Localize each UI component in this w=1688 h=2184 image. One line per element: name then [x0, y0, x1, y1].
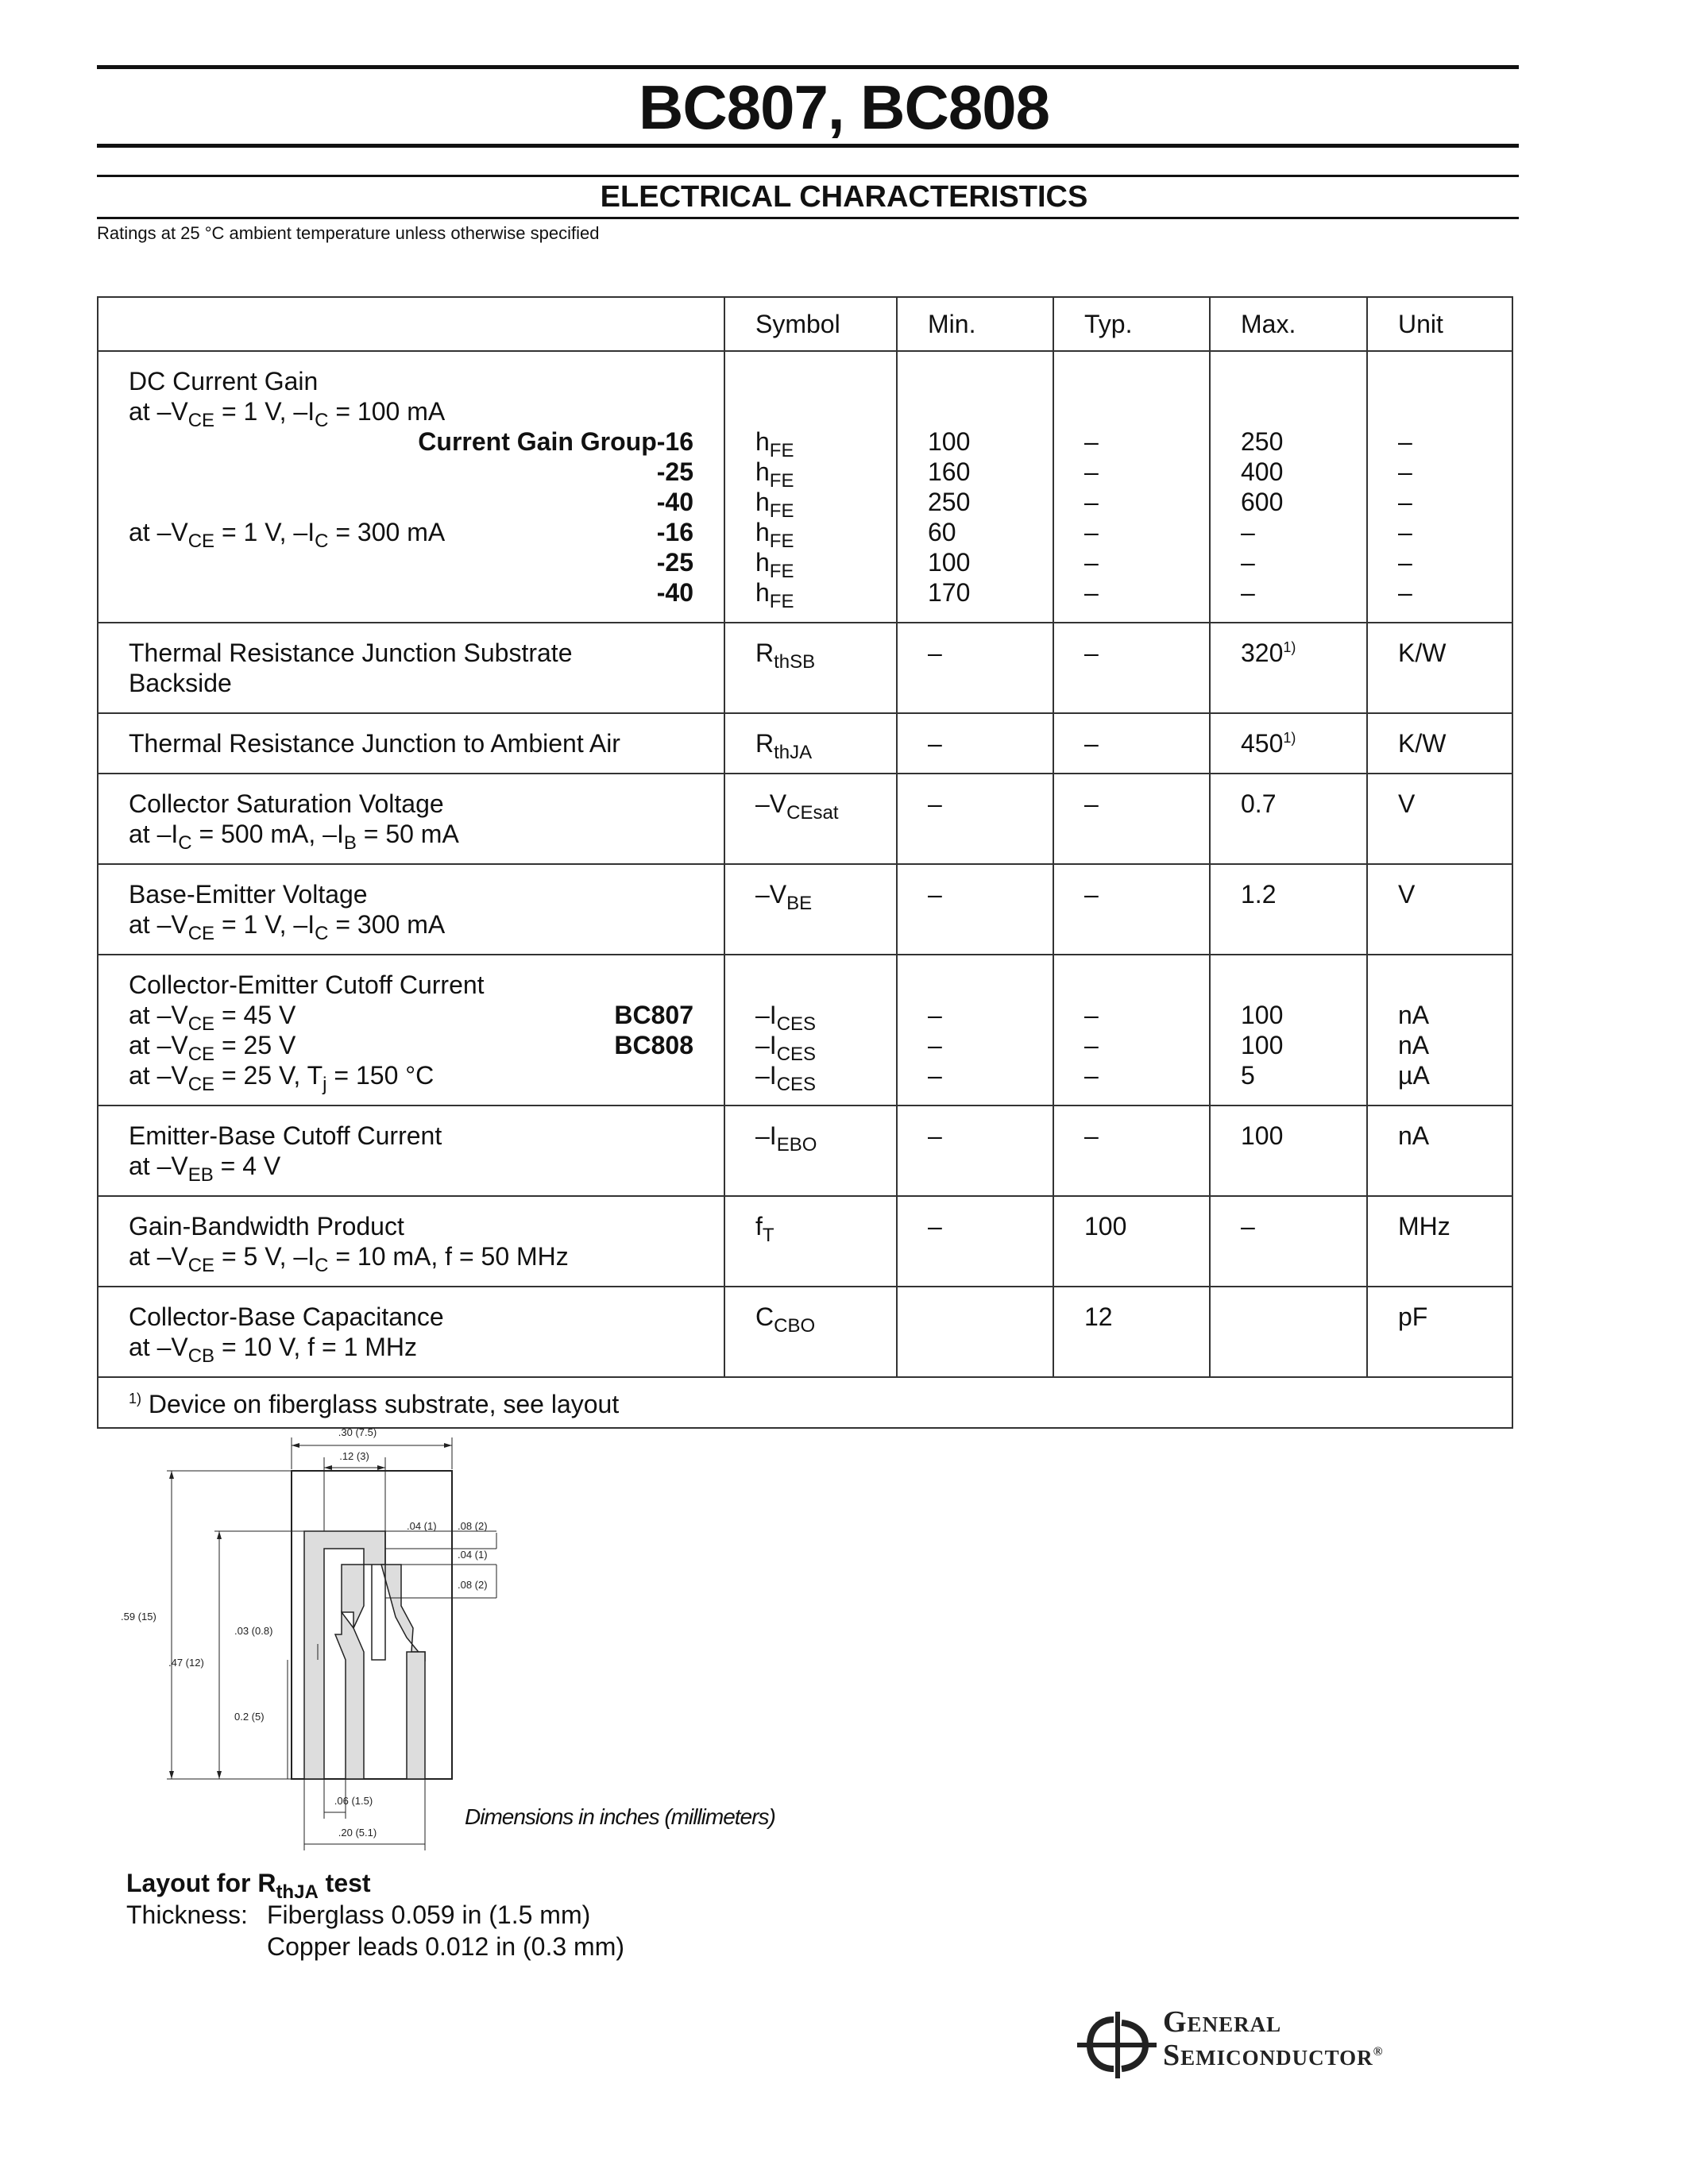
dc-gain-typ	[1053, 351, 1210, 623]
unit-value: nA	[1398, 1001, 1430, 1029]
dc-gain-cond2: at $-V_{CE} = 1$ V, $-I_C = 300$ mA	[129, 518, 446, 552]
ft-parameter	[98, 1196, 724, 1287]
vbe-typ: –	[1053, 864, 1210, 955]
typ-value: –	[1084, 578, 1099, 607]
logo-line-2-row	[1163, 2039, 1384, 2072]
ccbo-unit: pF	[1367, 1287, 1512, 1377]
table-row	[98, 351, 1512, 623]
iebo-parameter	[98, 1106, 724, 1196]
unit-value: –	[1398, 488, 1412, 516]
ices-cond2: at $-V_{CE} = 25$ V	[129, 1031, 296, 1065]
ices-typ	[1053, 955, 1210, 1106]
ices-max	[1210, 955, 1367, 1106]
dimension-lines	[167, 1437, 496, 1850]
dim-label: .47 (12)	[168, 1657, 204, 1669]
rthsb-max-value: 320	[1241, 639, 1284, 667]
ices-parameter	[98, 955, 724, 1106]
min-value: 160	[928, 457, 971, 486]
max-value: –	[1241, 578, 1255, 607]
unit-value: –	[1398, 548, 1412, 577]
table-header-row	[98, 297, 1512, 351]
ccbo-min	[897, 1287, 1053, 1377]
ratings-note: Ratings at 25 °C ambient temperature unless otherwise specified	[97, 223, 600, 243]
section-title: ELECTRICAL CHARACTERISTICS	[600, 180, 1088, 214]
rthja-label: Thermal Resistance Junction to Ambient Air	[129, 729, 620, 758]
footnote-mark: 1)	[129, 1391, 142, 1406]
vbe-parameter	[98, 864, 724, 955]
vbe-min: –	[897, 864, 1053, 955]
layout-title-suffix: test	[318, 1869, 371, 1897]
max-value: –	[1241, 518, 1255, 546]
footnote-ref: 1)	[1283, 730, 1296, 746]
rthja-unit: K/W	[1367, 713, 1512, 774]
gain-group-16b: -16	[656, 518, 693, 546]
symbol-hfe: $h_{FE}$	[755, 518, 794, 552]
vcesat-symbol: $-V_{CEsat}$	[724, 774, 897, 864]
characteristics-table	[97, 296, 1513, 1429]
min-value: 60	[928, 518, 956, 546]
iebo-label: Emitter-Base Cutoff Current	[129, 1121, 442, 1150]
iebo-typ: –	[1053, 1106, 1210, 1196]
min-value: –	[928, 1001, 942, 1029]
registered-mark: ®	[1373, 2045, 1384, 2059]
layout-thickness	[126, 1900, 590, 1930]
dim-label: .12 (3)	[339, 1450, 369, 1462]
document-title: BC807, BC808	[639, 72, 1049, 142]
header-min: Min.	[897, 297, 1053, 351]
symbol-hfe: $h_{FE}$	[755, 578, 794, 612]
table-row	[98, 774, 1512, 864]
dc-gain-parameter	[98, 351, 724, 623]
rthja-max-value: 450	[1241, 729, 1284, 758]
vcesat-cond: at $-I_C = 500$ mA, $-I_B = 50$ mA	[129, 820, 459, 854]
dc-gain-max	[1210, 351, 1367, 623]
min-value: 100	[928, 427, 971, 456]
copper-trace-right-top	[381, 1565, 425, 1660]
rthsb-parameter	[98, 623, 724, 713]
vbe-label: Base-Emitter Voltage	[129, 880, 368, 909]
layout-copper: Copper leads 0.012 in (0.3 mm)	[267, 1932, 624, 1961]
unit-value: –	[1398, 518, 1412, 546]
min-value: –	[928, 1061, 942, 1090]
rthja-typ: –	[1053, 713, 1210, 774]
layout-title	[126, 1869, 371, 1903]
company-logo	[1074, 2005, 1471, 2085]
ccbo-cond: at $-V_{CB} = 10$ V, f = 1 MHz	[129, 1333, 418, 1367]
vcesat-unit: V	[1367, 774, 1512, 864]
footnote-ref: 1)	[1283, 639, 1296, 655]
iebo-min: –	[897, 1106, 1053, 1196]
min-value: 170	[928, 578, 971, 607]
table-row	[98, 1287, 1512, 1377]
table-footnote	[98, 1377, 1512, 1428]
copper-trace-right	[407, 1652, 425, 1779]
table-row	[98, 955, 1512, 1106]
min-value: 100	[928, 548, 971, 577]
copper-trace-mid	[335, 1612, 364, 1779]
dc-gain-symbols	[724, 351, 897, 623]
ices-cond1-row	[129, 1000, 724, 1035]
unit-value: nA	[1398, 1031, 1430, 1059]
iebo-max: 100	[1210, 1106, 1367, 1196]
symbol-ices: $-I_{CES}$	[755, 1061, 817, 1095]
thickness-key: Thickness:	[126, 1900, 248, 1929]
dc-gain-min	[897, 351, 1053, 623]
max-value: 100	[1241, 1001, 1284, 1029]
typ-value: –	[1084, 457, 1099, 486]
dc-gain-title: DC Current Gain	[129, 367, 319, 396]
thickness-value: Fiberglass 0.059 in (1.5 mm)	[267, 1900, 591, 1929]
footnote-text: Device on fiberglass substrate, see layout	[148, 1390, 620, 1418]
ices-unit	[1367, 955, 1512, 1106]
rthsb-min: –	[897, 623, 1053, 713]
gain-group-40: -40	[656, 488, 693, 516]
typ-value: –	[1084, 1001, 1099, 1029]
rthsb-label-2: Backside	[129, 669, 232, 697]
table-row	[98, 623, 1512, 713]
gain-group-25: -25	[656, 457, 693, 486]
rthja-symbol: $R_{thJA}$	[724, 713, 897, 774]
typ-value: –	[1084, 548, 1099, 577]
vbe-max: 1.2	[1210, 864, 1367, 955]
unit-value: –	[1398, 457, 1412, 486]
ices-min	[897, 955, 1053, 1106]
logo-line-1: General	[1163, 2005, 1282, 2039]
logo-line-2: Semiconductor	[1163, 2039, 1373, 2072]
ices-cond1: at $-V_{CE} = 45$ V	[129, 1001, 296, 1035]
vbe-unit: V	[1367, 864, 1512, 955]
ccbo-typ: 12	[1053, 1287, 1210, 1377]
ft-cond: at $-V_{CE} = 5$ V, $-I_C = 10$ mA, f = 50 MHz	[129, 1242, 569, 1276]
max-value: 400	[1241, 457, 1284, 486]
rthsb-symbol: $R_{thSB}$	[724, 623, 897, 713]
typ-value: –	[1084, 1061, 1099, 1090]
ccbo-max	[1210, 1287, 1367, 1377]
gain-group-40b: -40	[656, 578, 693, 607]
iebo-cond: at $-V_{EB} = 4$ V	[129, 1152, 281, 1186]
ft-label: Gain-Bandwidth Product	[129, 1212, 404, 1241]
max-value: 250	[1241, 427, 1284, 456]
max-value: 100	[1241, 1031, 1284, 1059]
symbol-hfe: $h_{FE}$	[755, 427, 794, 461]
rthsb-typ: –	[1053, 623, 1210, 713]
header-symbol: Symbol	[724, 297, 897, 351]
rthsb-label: Thermal Resistance Junction Substrate	[129, 639, 573, 667]
dim-label: .20 (5.1)	[338, 1827, 377, 1839]
symbol-ices: $-I_{CES}$	[755, 1031, 817, 1065]
vcesat-label: Collector Saturation Voltage	[129, 789, 444, 818]
table-row	[98, 864, 1512, 955]
max-value: 5	[1241, 1061, 1255, 1090]
ccbo-parameter	[98, 1287, 724, 1377]
dim-label: .06 (1.5)	[334, 1795, 373, 1807]
ccbo-label: Collector-Base Capacitance	[129, 1302, 444, 1331]
dim-label: .04 (1)	[458, 1549, 488, 1561]
unit-value: µA	[1398, 1061, 1430, 1090]
header-parameter	[98, 297, 724, 351]
vbe-cond: at $-V_{CE} = 1$ V, $-I_C = 300$ mA	[129, 910, 446, 944]
table-footnote-row	[98, 1377, 1512, 1428]
symbol-ices: $-I_{CES}$	[755, 1001, 817, 1035]
layout-title-sub: thJA	[276, 1881, 319, 1903]
unit-value: –	[1398, 427, 1412, 456]
table-row	[98, 1196, 1512, 1287]
min-value: –	[928, 1031, 942, 1059]
typ-value: –	[1084, 518, 1099, 546]
title-rule-bottom	[97, 144, 1519, 148]
rthsb-unit: K/W	[1367, 623, 1512, 713]
dim-label: .59 (15)	[121, 1611, 156, 1623]
section-rule-bottom	[97, 217, 1519, 219]
typ-value: –	[1084, 1031, 1099, 1059]
rthja-parameter	[98, 713, 724, 774]
symbol-hfe: $h_{FE}$	[755, 488, 794, 522]
header-typ: Typ.	[1053, 297, 1210, 351]
vcesat-min: –	[897, 774, 1053, 864]
gain-group-16: Current Gain Group-16	[418, 427, 693, 456]
ccbo-symbol: $C_{CBO}$	[724, 1287, 897, 1377]
top-rule-thick	[97, 65, 1519, 69]
max-value: –	[1241, 548, 1255, 577]
vcesat-parameter	[98, 774, 724, 864]
section-rule-top	[97, 175, 1519, 177]
rthja-min: –	[897, 713, 1053, 774]
dimensions-caption: Dimensions in inches (millimeters)	[465, 1804, 775, 1829]
ices-cond2-row	[129, 1030, 724, 1065]
pcb-layout-drawing	[111, 1422, 540, 1858]
dc-gain-cond2-row	[129, 517, 724, 552]
dim-label: .30 (7.5)	[338, 1426, 377, 1438]
rthja-max	[1210, 713, 1367, 774]
vcesat-max: 0.7	[1210, 774, 1367, 864]
typ-value: –	[1084, 427, 1099, 456]
unit-value: –	[1398, 578, 1412, 607]
dc-gain-unit	[1367, 351, 1512, 623]
ft-unit: MHz	[1367, 1196, 1512, 1287]
dim-label: 0.2 (5)	[234, 1711, 265, 1723]
ices-symbols	[724, 955, 897, 1106]
dim-label: .03 (0.8)	[234, 1625, 273, 1637]
ft-typ: 100	[1053, 1196, 1210, 1287]
ices-label: Collector-Emitter Cutoff Current	[129, 970, 485, 999]
iebo-symbol: $-I_{EBO}$	[724, 1106, 897, 1196]
header-max: Max.	[1210, 297, 1367, 351]
symbol-hfe: $h_{FE}$	[755, 457, 794, 492]
table-row	[98, 713, 1512, 774]
max-value: 600	[1241, 488, 1284, 516]
rthsb-max	[1210, 623, 1367, 713]
dim-label: .08 (2)	[458, 1579, 488, 1591]
logo-mark-icon	[1074, 2005, 1161, 2085]
part-bc808: BC808	[614, 1031, 693, 1059]
ft-min: –	[897, 1196, 1053, 1287]
layout-title-text: Layout for R	[126, 1869, 276, 1897]
typ-value: –	[1084, 488, 1099, 516]
ft-symbol: $f_T$	[724, 1196, 897, 1287]
iebo-unit: nA	[1367, 1106, 1512, 1196]
ices-cond3: at $-V_{CE} = 25$ V, $T_j = 150$ °C	[129, 1061, 435, 1095]
dim-label: .08 (2)	[458, 1520, 488, 1532]
logo-wordmark	[1163, 2005, 1384, 2072]
vbe-symbol: $-V_{BE}$	[724, 864, 897, 955]
dc-gain-cond1: at $-V_{CE} = 1$ V, $-I_C = 100$ mA	[129, 397, 446, 431]
table-row	[98, 1106, 1512, 1196]
gain-group-25b: -25	[656, 548, 693, 577]
part-bc807: BC807	[614, 1001, 693, 1029]
symbol-hfe: $h_{FE}$	[755, 548, 794, 582]
min-value: 250	[928, 488, 971, 516]
ft-max: –	[1210, 1196, 1367, 1287]
vcesat-typ: –	[1053, 774, 1210, 864]
header-unit: Unit	[1367, 297, 1512, 351]
dim-label: .04 (1)	[407, 1520, 437, 1532]
